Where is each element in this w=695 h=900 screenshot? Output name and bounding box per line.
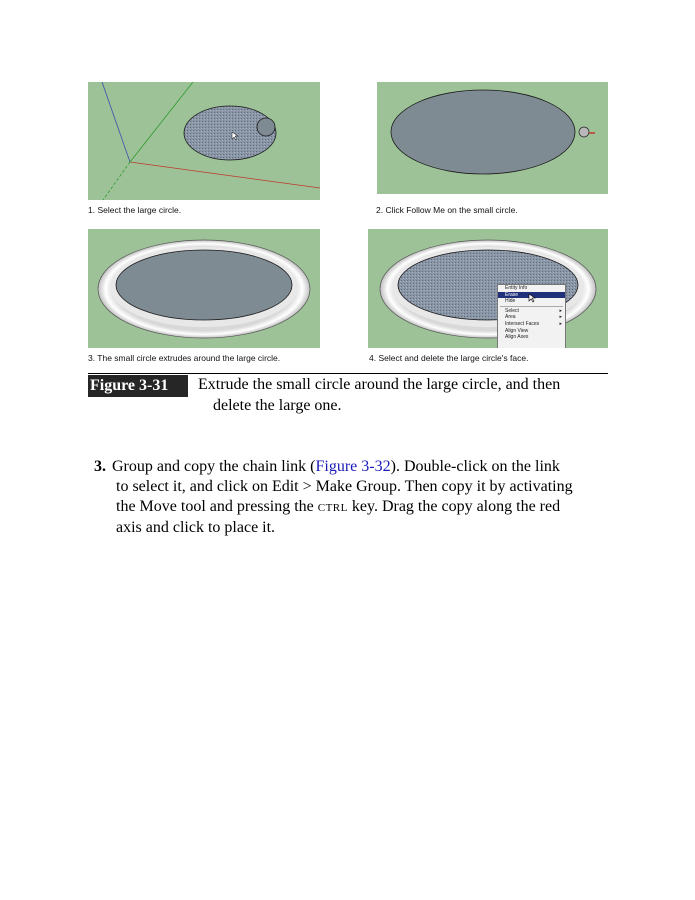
- step-line-2: to select it, and click on Edit > Make Group. Then copy it by activating: [116, 478, 573, 495]
- figure-caption-line-2: delete the large one.: [213, 397, 342, 414]
- panel-3-caption: 3. The small circle extrudes around the large circle.: [88, 353, 281, 363]
- menu-item-select[interactable]: Select ▸: [505, 307, 562, 314]
- panel-1-image: [88, 82, 320, 200]
- figure-caption-line-1: Extrude the small circle around the large circle, and then: [198, 376, 561, 393]
- panel-2-caption: 2. Click Follow Me on the small circle.: [376, 205, 518, 215]
- menu-item-entity-info[interactable]: Entity Info: [505, 285, 528, 291]
- menu-item-area[interactable]: Area ▸: [505, 314, 562, 321]
- menu-item-intersect-faces[interactable]: Intersect Faces ▸: [505, 320, 562, 327]
- figure-caption: [198, 374, 608, 416]
- step-3-paragraph: [94, 457, 624, 538]
- cursor-arrow-icon: [528, 293, 536, 303]
- step-number: 3.: [94, 458, 106, 475]
- menu-item-erase[interactable]: Erase: [498, 292, 565, 299]
- panel-3-image: [88, 229, 320, 348]
- menu-item-hide[interactable]: Hide: [505, 298, 516, 305]
- step-line-1: 3. Group and copy the chain link (Figure 3-32). Double-click on the link: [94, 458, 560, 475]
- step-line-4: axis and click to place it.: [116, 519, 276, 536]
- panel-1-caption: 1. Select the large circle.: [88, 205, 182, 215]
- menu-separator: [500, 306, 563, 307]
- step-line-3: the Move tool and pressing the CTRL key. Drag the copy along the red: [116, 498, 561, 515]
- panel-2-image: [377, 82, 608, 194]
- figure-label: Figure 3-31: [88, 375, 188, 397]
- ctrl-key: CTRL: [317, 502, 348, 514]
- menu-item-align-view[interactable]: Align View: [505, 327, 529, 334]
- panel-4-image: [368, 229, 608, 348]
- menu-item-align-axes[interactable]: Align Axes: [505, 334, 529, 341]
- figure-3-32-link[interactable]: Figure 3-32: [315, 458, 391, 475]
- panel-4-caption: 4. Select and delete the large circle's face.: [369, 353, 529, 363]
